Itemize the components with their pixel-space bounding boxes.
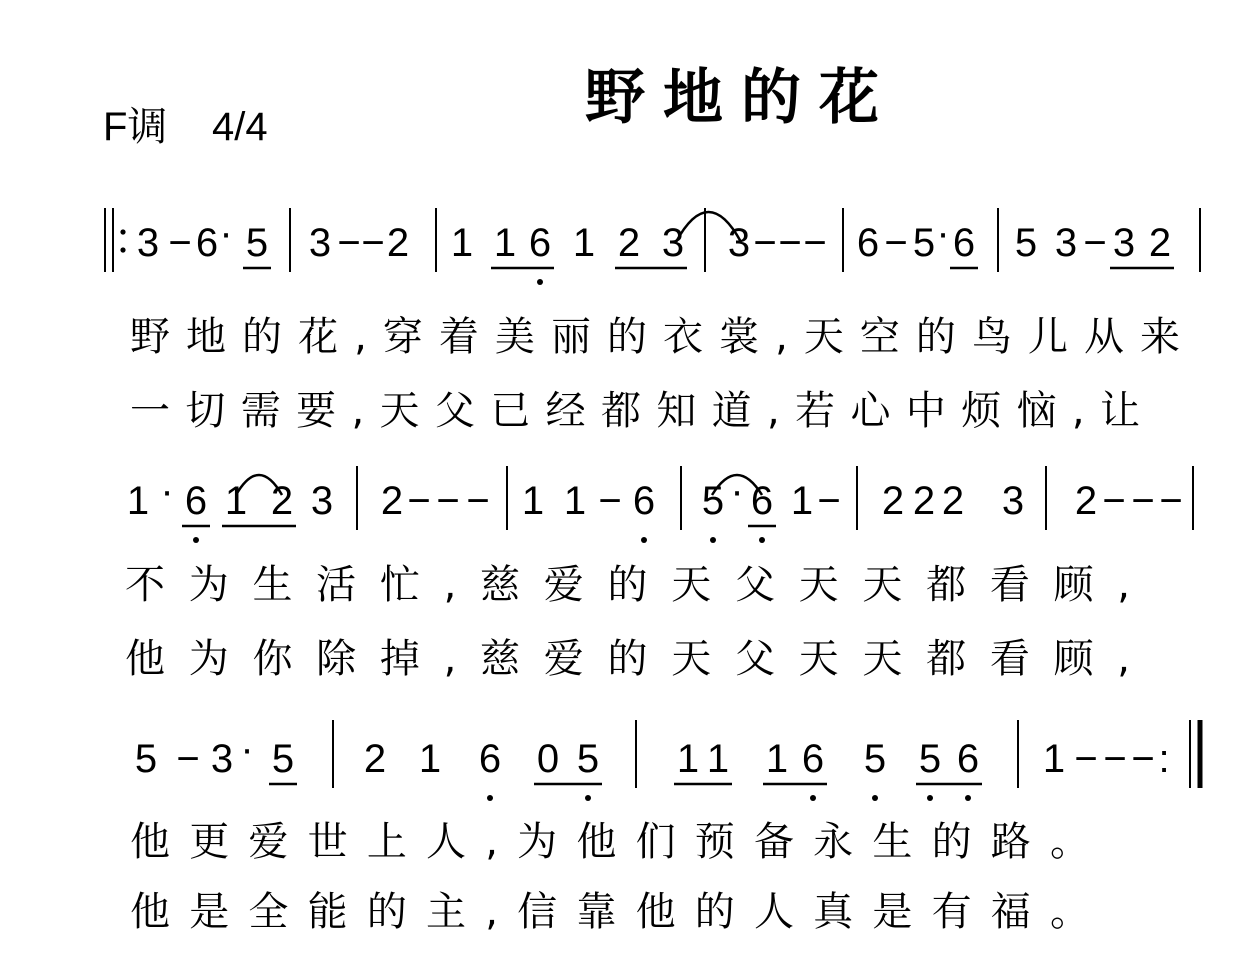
dash-symbol: − <box>817 479 841 523</box>
note-number: 1 <box>126 479 150 523</box>
dot-symbol: · <box>240 727 254 771</box>
note-number: 0 <box>536 737 560 781</box>
dash-symbol: − <box>361 221 385 265</box>
note-number: 2 <box>270 479 294 523</box>
dash-symbol: − <box>1083 221 1107 265</box>
dash-symbol: − <box>1102 479 1126 523</box>
repeat-colon: : <box>1158 737 1170 781</box>
dash-symbol: − <box>778 221 802 265</box>
dash-symbol: − <box>598 479 622 523</box>
dot-symbol: · <box>936 211 950 255</box>
dash-symbol: − <box>168 221 192 265</box>
dot-symbol: · <box>730 469 744 513</box>
dash-symbol: − <box>176 737 200 781</box>
octave-dot <box>585 795 591 801</box>
lyric-line: 他更爱世上人,为他们预备永生的路。 <box>130 819 1090 865</box>
key-signature: F调 <box>103 105 168 149</box>
note-number: 6 <box>528 221 552 265</box>
note-number: 6 <box>956 737 980 781</box>
music-system-3 <box>135 720 1200 801</box>
note-number: 2 <box>941 479 965 523</box>
octave-dot <box>927 795 933 801</box>
music-system-1 <box>105 208 1200 285</box>
dash-symbol: − <box>753 221 777 265</box>
dot-symbol: · <box>160 469 174 513</box>
octave-dot <box>641 537 647 543</box>
lyric-line: 一切需要,天父已经都知道,若心中烦恼,让 <box>130 388 1140 434</box>
octave-dot <box>872 795 878 801</box>
note-number: 3 <box>1001 479 1025 523</box>
note-number: 1 <box>572 221 596 265</box>
dash-symbol: − <box>337 221 361 265</box>
note-number: 6 <box>801 737 825 781</box>
octave-dot <box>193 537 199 543</box>
note-number: 6 <box>632 479 656 523</box>
note-number: 2 <box>363 737 387 781</box>
dash-symbol: − <box>1103 737 1127 781</box>
note-number: 5 <box>912 221 936 265</box>
note-number: 1 <box>706 737 730 781</box>
note-number: 1 <box>1042 737 1066 781</box>
dash-symbol: − <box>1131 479 1155 523</box>
note-number: 3 <box>310 479 334 523</box>
note-number: 5 <box>245 221 269 265</box>
note-number: 3 <box>136 221 160 265</box>
octave-dot <box>810 795 816 801</box>
note-number: 1 <box>676 737 700 781</box>
note-number: 5 <box>271 737 295 781</box>
note-number: 3 <box>1112 221 1136 265</box>
octave-dot <box>487 795 493 801</box>
octave-dot <box>537 279 543 285</box>
dash-symbol: − <box>1159 479 1183 523</box>
dash-symbol: − <box>1131 737 1155 781</box>
note-number: 2 <box>881 479 905 523</box>
note-number: 2 <box>912 479 936 523</box>
note-number: 6 <box>952 221 976 265</box>
lyric-line: 野地的花,穿着美丽的衣裳,天空的鸟儿从来 <box>130 314 1180 360</box>
octave-dot <box>965 795 971 801</box>
note-number: 5 <box>576 737 600 781</box>
dash-symbol: − <box>884 221 908 265</box>
lyric-line: 不为生活忙,慈爱的天父天天都看顾, <box>125 562 1130 608</box>
dash-symbol: − <box>1074 737 1098 781</box>
note-number: 2 <box>386 221 410 265</box>
note-number: 6 <box>195 221 219 265</box>
dash-symbol: − <box>436 479 460 523</box>
note-number: 5 <box>701 479 725 523</box>
time-signature: 4/4 <box>212 105 268 149</box>
dash-symbol: − <box>803 221 827 265</box>
note-number: 1 <box>790 479 814 523</box>
dash-symbol: − <box>407 479 431 523</box>
note-number: 1 <box>224 479 248 523</box>
note-number: 3 <box>661 221 685 265</box>
repeat-dot <box>120 247 125 252</box>
note-number: 6 <box>184 479 208 523</box>
note-number: 6 <box>856 221 880 265</box>
lyric-line: 他为你除掉,慈爱的天父天天都看顾, <box>125 636 1130 682</box>
repeat-dot <box>120 229 125 234</box>
dot-symbol: · <box>219 211 233 255</box>
note-number: 5 <box>134 737 158 781</box>
note-number: 2 <box>380 479 404 523</box>
dash-symbol: − <box>466 479 490 523</box>
octave-dot <box>710 537 716 543</box>
lyric-line: 他是全能的主,信靠他的人真是有福。 <box>130 889 1090 935</box>
note-number: 5 <box>1014 221 1038 265</box>
note-number: 5 <box>918 737 942 781</box>
note-number: 3 <box>210 737 234 781</box>
octave-dot <box>759 537 765 543</box>
note-number: 1 <box>450 221 474 265</box>
note-number: 1 <box>418 737 442 781</box>
note-number: 2 <box>1148 221 1172 265</box>
note-number: 3 <box>1054 221 1078 265</box>
note-number: 3 <box>727 221 751 265</box>
note-number: 1 <box>521 479 545 523</box>
note-number: 2 <box>1074 479 1098 523</box>
note-number: 6 <box>750 479 774 523</box>
note-number: 1 <box>765 737 789 781</box>
music-system-2 <box>127 466 1193 543</box>
note-number: 5 <box>863 737 887 781</box>
note-number: 2 <box>617 221 641 265</box>
note-number: 3 <box>308 221 332 265</box>
note-number: 1 <box>493 221 517 265</box>
note-number: 1 <box>563 479 587 523</box>
song-title: 野地的花 <box>585 63 897 133</box>
note-number: 6 <box>478 737 502 781</box>
